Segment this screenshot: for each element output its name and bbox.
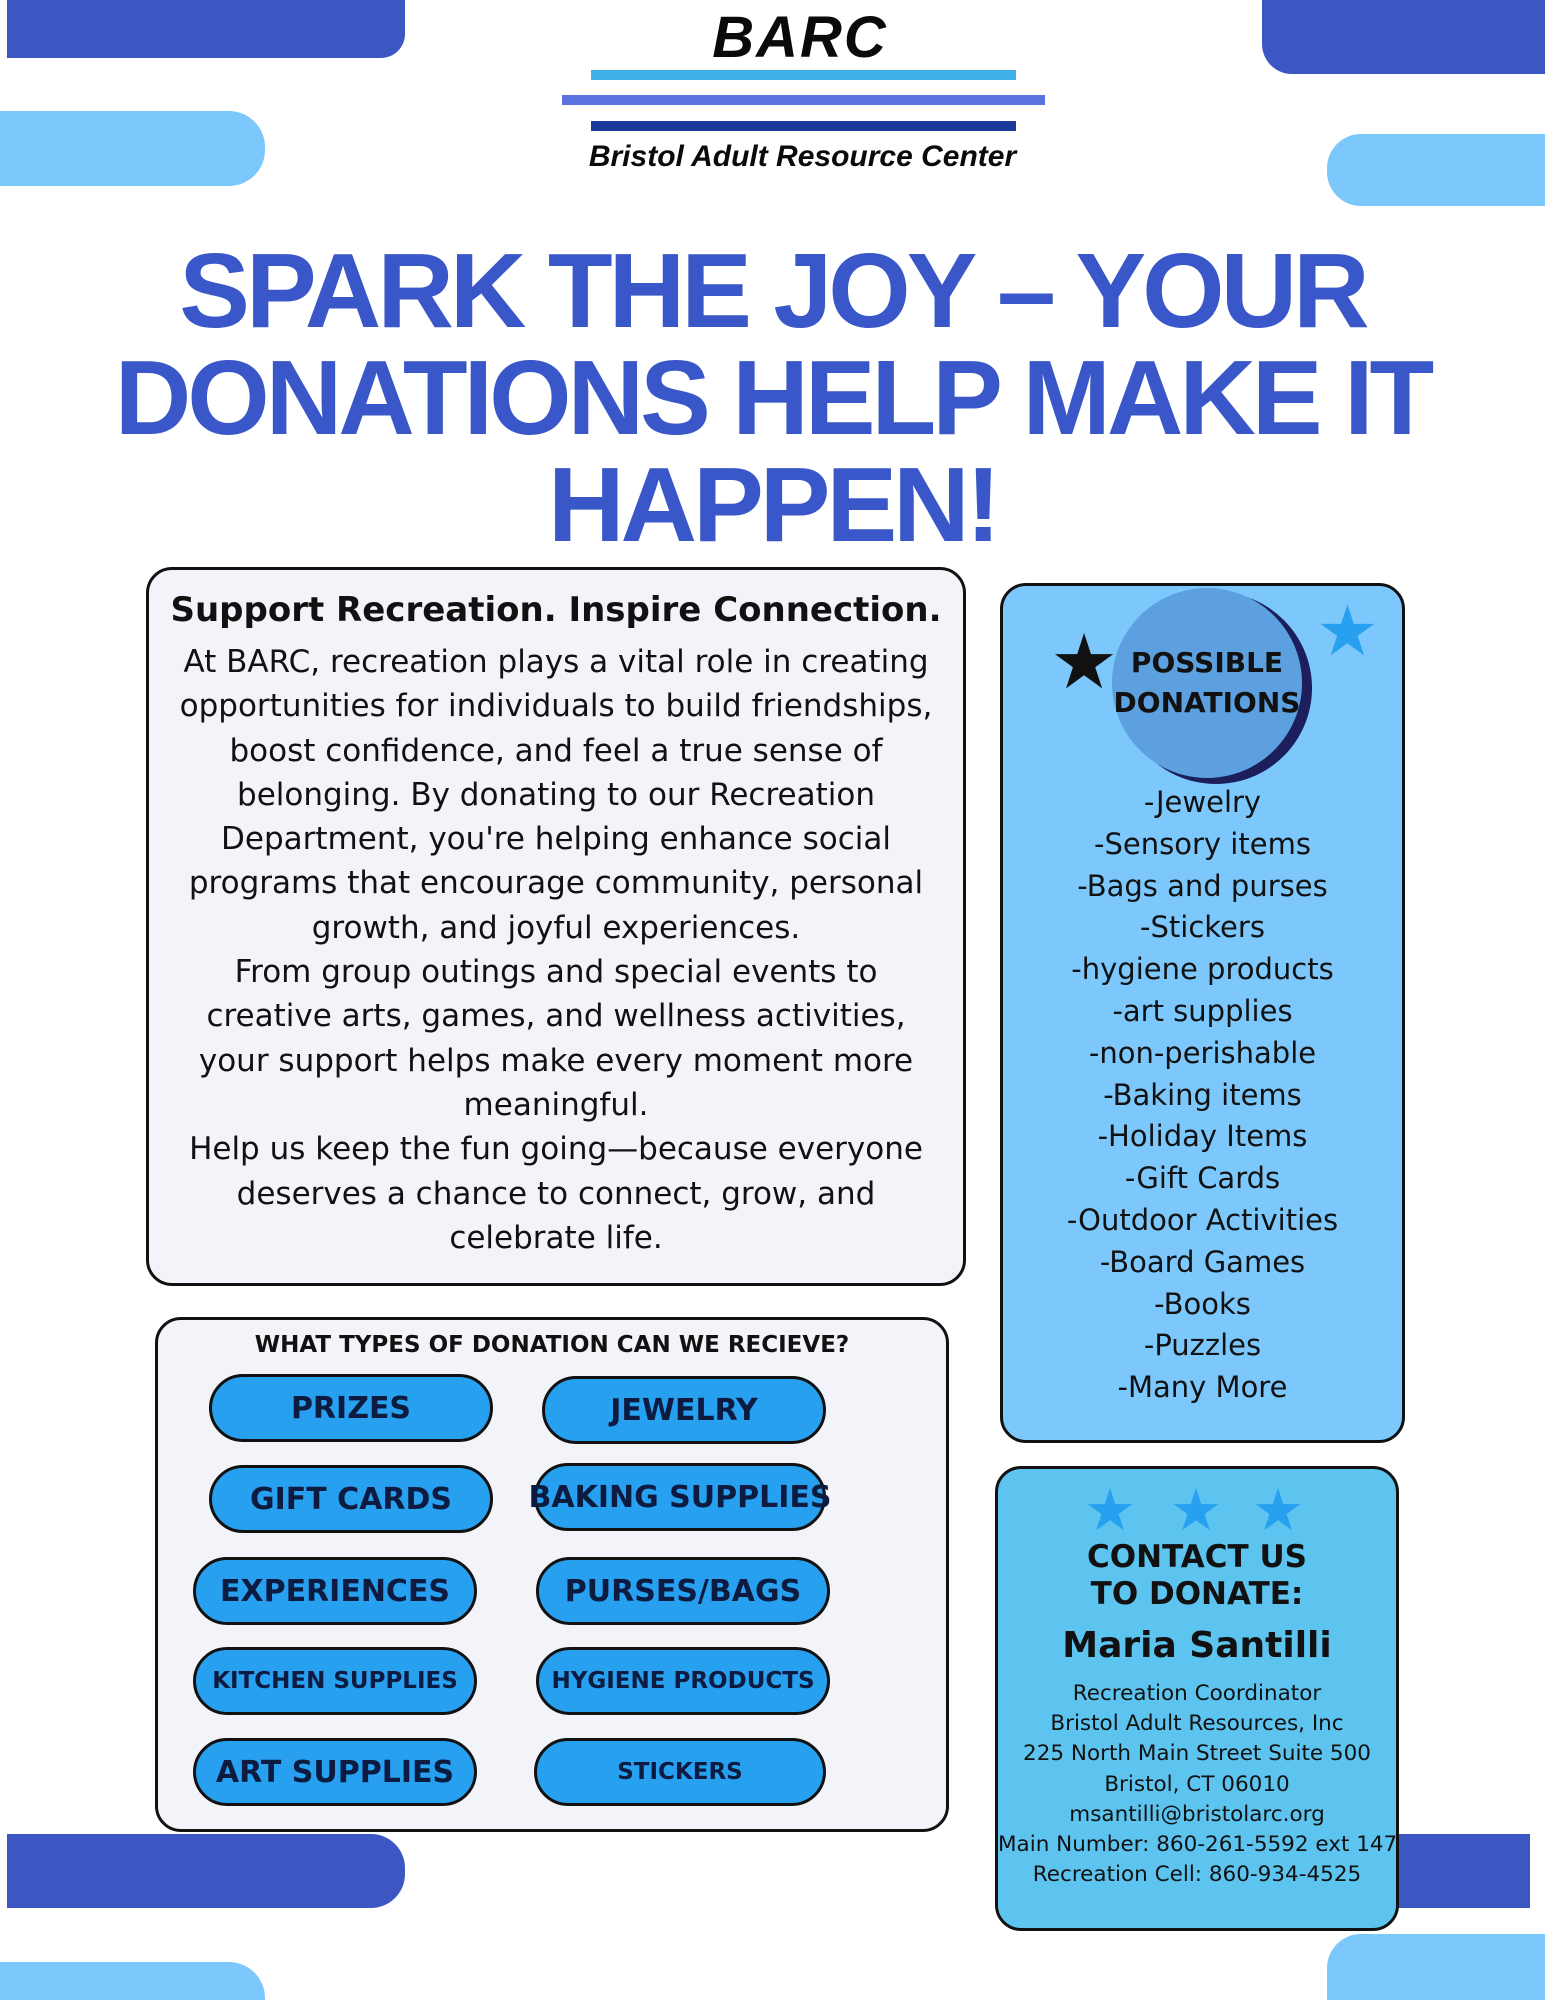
list-item: -Gift Cards [1124,1161,1281,1196]
list-item: -Board Games [1099,1244,1306,1279]
contact-organization: Bristol Adult Resources, Inc [1050,1711,1344,1737]
donation-type-button-art-supplies[interactable]: ART SUPPLIES [193,1738,477,1806]
decor-bar-top-right [1262,0,1545,74]
list-item: -Bags and purses [1077,868,1328,903]
contact-details [998,1679,1396,1890]
logo-line-bottom [591,121,1016,131]
decor-bar-right-light [1327,134,1545,206]
badge-line: DONATIONS [1113,686,1301,719]
contact-title-line: TO DONATE: [1090,1576,1304,1612]
list-item: -Many More [1117,1370,1288,1405]
decor-bar-bottom-left [7,1834,405,1908]
list-item: -Holiday Items [1097,1119,1308,1154]
donation-type-button-baking-supplies[interactable]: BAKING SUPPLIES [534,1463,826,1531]
support-paragraph: At BARC, recreation plays a vital role in creating opportunities for individuals to build friendships, boost confidence, and feel a true sense of belonging. By donating to our Recreation Department, you're helping enhance social programs that encourage community, personal growth, and joyful experiences. [179,644,933,946]
donation-type-button-kitchen-supplies[interactable]: KITCHEN SUPPLIES [193,1647,477,1715]
list-item: -non-perishable [1088,1035,1317,1070]
support-body [179,640,933,1260]
donation-type-button-hygiene-products[interactable]: HYGIENE PRODUCTS [536,1647,830,1715]
logo-subtitle: Bristol Adult Resource Center [588,140,1017,173]
decor-bar-bottom-right [1388,1834,1530,1908]
possible-donations-list [1000,782,1405,1409]
list-item: -hygiene products [1071,952,1334,987]
star-icon: ★ [1084,1476,1136,1544]
contact-email[interactable]: msantilli@bristolarc.org [1069,1801,1325,1827]
star-icon: ★ [1252,1476,1304,1544]
donation-type-button-experiences[interactable]: EXPERIENCES [193,1557,477,1625]
possible-donations-badge [1112,588,1302,778]
decor-bar-top-left [7,0,405,58]
donation-types-panel [155,1317,949,1832]
list-item: -art supplies [1112,993,1293,1028]
headline-line: SPARK THE JOY – YOUR [179,232,1366,350]
star-icon: ★ [1316,590,1379,672]
logo-line-middle [562,95,1045,105]
contact-name: Maria Santilli [1062,1625,1332,1666]
badge-line: POSSIBLE [1130,646,1284,679]
list-item: -Jewelry [1143,785,1262,819]
list-item: -Outdoor Activities [1066,1202,1339,1237]
contact-title [998,1539,1396,1613]
decor-bar-left-light [0,111,265,186]
contact-city: Bristol, CT 06010 [1104,1771,1290,1797]
list-item: -Stickers [1140,910,1265,945]
decor-bar-bottom-left-light [0,1962,265,2000]
support-title: Support Recreation. Inspire Connection. [170,590,942,630]
contact-main-number[interactable]: Main Number: 860-261-5592 ext 147 [998,1832,1398,1858]
donation-type-button-jewelry[interactable]: JEWELRY [542,1376,826,1444]
list-item: -Puzzles [1143,1328,1262,1363]
donation-types-title: WHAT TYPES OF DONATION CAN WE RECIEVE? [254,1332,850,1358]
list-item: -Baking items [1103,1077,1302,1112]
support-paragraph: Help us keep the fun going—because everyone deserves a chance to connect, grow, and celebrate life. [189,1131,923,1256]
star-icon: ★ [1170,1476,1222,1544]
donation-type-button-stickers[interactable]: STICKERS [534,1738,826,1806]
support-panel [146,567,966,1286]
decor-bar-bottom-right-light [1327,1934,1545,2000]
headline-line: DONATIONS HELP MAKE IT [114,339,1431,457]
logo-title: BARC [712,5,888,70]
donation-type-button-purses-bags[interactable]: PURSES/BAGS [536,1557,830,1625]
page-headline [60,232,1485,564]
list-item: -Books [1154,1286,1251,1321]
contact-panel [995,1466,1399,1931]
support-paragraph: From group outings and special events to creative arts, games, and wellness activities, your support helps make every moment more meaningful. [198,954,914,1123]
star-icon: ★ [1050,617,1119,706]
contact-title-line: CONTACT US [1087,1539,1307,1575]
headline-line: HAPPEN! [547,446,998,564]
contact-address: 225 North Main Street Suite 500 [1023,1741,1371,1767]
logo-line-top [591,70,1016,80]
donation-type-button-prizes[interactable]: PRIZES [209,1374,493,1442]
donation-type-button-gift-cards[interactable]: GIFT CARDS [209,1465,493,1533]
contact-role: Recreation Coordinator [1072,1681,1322,1706]
contact-cell-number[interactable]: Recreation Cell: 860-934-4525 [1032,1862,1362,1888]
list-item: -Sensory items [1094,826,1311,861]
